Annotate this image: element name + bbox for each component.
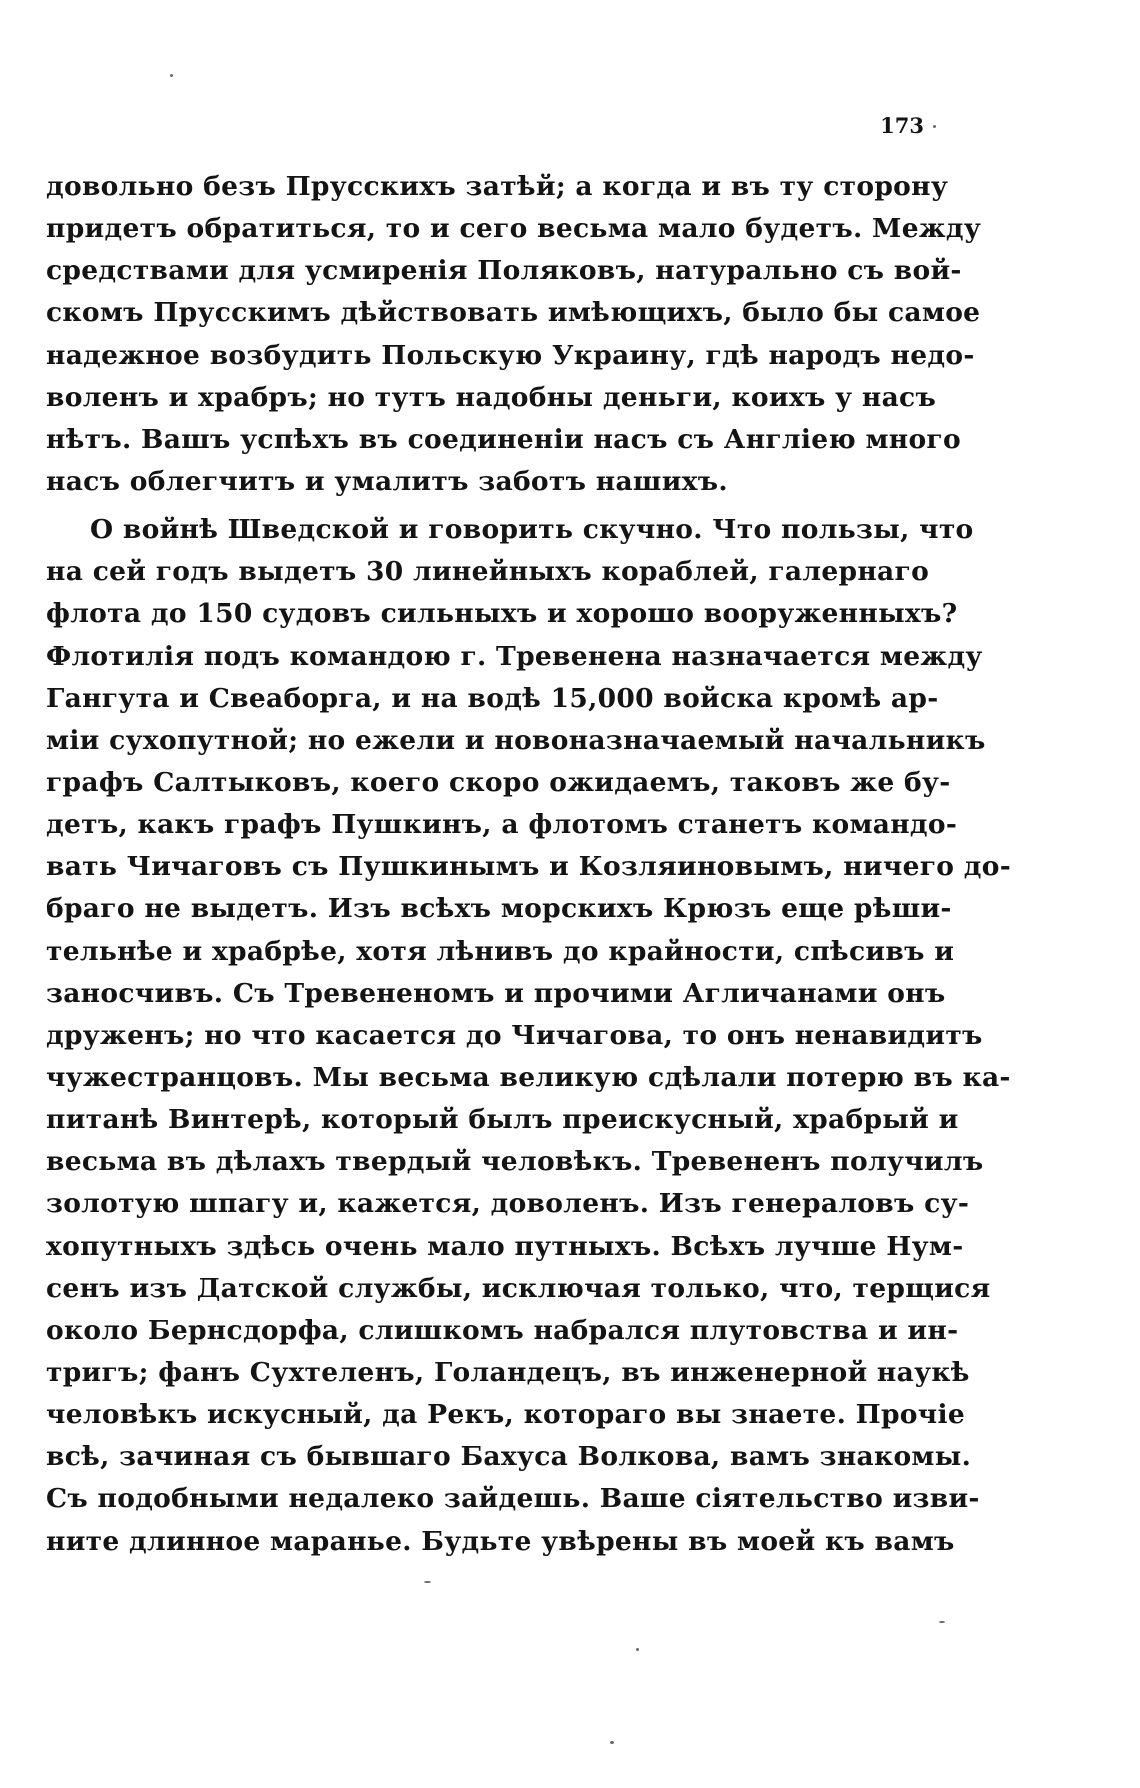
text-line: придетъ обратиться, то и сего весьма мало будетъ. Между bbox=[46, 213, 982, 245]
print-speck bbox=[170, 74, 173, 77]
text-line: золотую шпагу и, кажется, доволенъ. Изъ генераловъ су- bbox=[46, 1188, 970, 1220]
text-line: насъ облегчитъ и умалитъ заботъ нашихъ. bbox=[46, 465, 728, 497]
text-line: графъ Салтыковъ, коего скоро ожидаемъ, таковъ же бу- bbox=[46, 766, 951, 798]
print-speck bbox=[424, 1581, 431, 1583]
text-line: тельнѣе и храбрѣе, хотя лѣнивъ до крайности, спѣсивъ и bbox=[46, 935, 955, 967]
text-line: питанѣ Винтерѣ, который былъ преискусный, храбрый и bbox=[46, 1104, 959, 1136]
text-line: міи сухопутной; но ежели и новоназначаемый начальникъ bbox=[46, 724, 986, 756]
text-line: тригъ; фанъ Сухтеленъ, Голандецъ, въ инженерной наукѣ bbox=[46, 1356, 970, 1388]
text-line: Гангута и Свеаборга, и на водѣ 15,000 войска кромѣ ар- bbox=[46, 682, 939, 714]
print-speck bbox=[636, 1648, 639, 1651]
text-line: сенъ изъ Датской службы, исключая только, что, терщися bbox=[46, 1272, 991, 1304]
text-line: средствами для усмиренія Поляковъ, натурально съ вой- bbox=[46, 255, 962, 287]
page-number: 173 bbox=[880, 113, 924, 138]
text-line: хопутныхъ здѣсь очень мало путныхъ. Всѣхъ лучше Нум- bbox=[46, 1230, 964, 1262]
print-speck bbox=[939, 1621, 945, 1623]
text-line: нѣтъ. Вашъ успѣхъ въ соединеніи насъ съ Англіею много bbox=[46, 423, 961, 455]
print-speck bbox=[933, 125, 936, 128]
body-text bbox=[46, 166, 1012, 1563]
text-line: человѣкъ искусный, да Рекъ, котораго вы знаете. Прочіе bbox=[46, 1399, 965, 1431]
text-line: браго не выдетъ. Изъ всѣхъ морскихъ Крюзъ еще рѣши- bbox=[46, 893, 952, 925]
text-line: весьма въ дѣлахъ твердый человѣкъ. Тревененъ получилъ bbox=[46, 1146, 984, 1178]
text-line: всѣ, зачиная съ бывшаго Бахуса Волкова, вамъ знакомы. bbox=[46, 1441, 972, 1473]
text-line: заносчивъ. Съ Тревененомъ и прочими Агличанами онъ bbox=[46, 977, 946, 1009]
text-line: надежное возбудить Польскую Украину, гдѣ народъ недо- bbox=[46, 339, 975, 371]
text-line: Съ подобными недалеко зайдешь. Ваше сіятельство изви- bbox=[46, 1483, 980, 1515]
text-line: чужестранцовъ. Мы весьма великую сдѣлали потерю въ ка- bbox=[46, 1061, 1011, 1093]
paragraph bbox=[46, 166, 982, 503]
text-line: детъ, какъ графъ Пушкинъ, а флотомъ станетъ командо- bbox=[46, 809, 958, 841]
text-line: ните длинное маранье. Будьте увѣрены въ моей къ вамъ bbox=[46, 1525, 955, 1557]
text-line: воленъ и храбръ; но тутъ надобны деньги, коихъ у насъ bbox=[46, 381, 937, 413]
text-line: вать Чичаговъ съ Пушкинымъ и Козляиновымъ, ничего до- bbox=[46, 851, 1012, 883]
text-line: О войнѣ Шведской и говорить скучно. Что пользы, что bbox=[90, 514, 974, 546]
text-line: около Бернсдорфа, слишкомъ набрался плутовства и ин- bbox=[46, 1314, 959, 1346]
text-line: на сей годъ выдетъ 30 линейныхъ кораблей, галернаго bbox=[46, 556, 930, 588]
text-line: флота до 150 судовъ сильныхъ и хорошо вооруженныхъ? bbox=[46, 598, 958, 630]
text-line: Флотилія подъ командою г. Тревенена назначается между bbox=[46, 640, 983, 672]
text-line: скомъ Прусскимъ дѣйствовать имѣющихъ, было бы самое bbox=[46, 297, 981, 329]
print-speck bbox=[610, 1741, 614, 1744]
paragraph bbox=[46, 509, 1012, 1563]
text-line: друженъ; но что касается до Чичагова, то онъ ненавидитъ bbox=[46, 1019, 983, 1051]
text-line: довольно безъ Прусскихъ затѣй; а когда и въ ту сторону bbox=[46, 171, 949, 202]
